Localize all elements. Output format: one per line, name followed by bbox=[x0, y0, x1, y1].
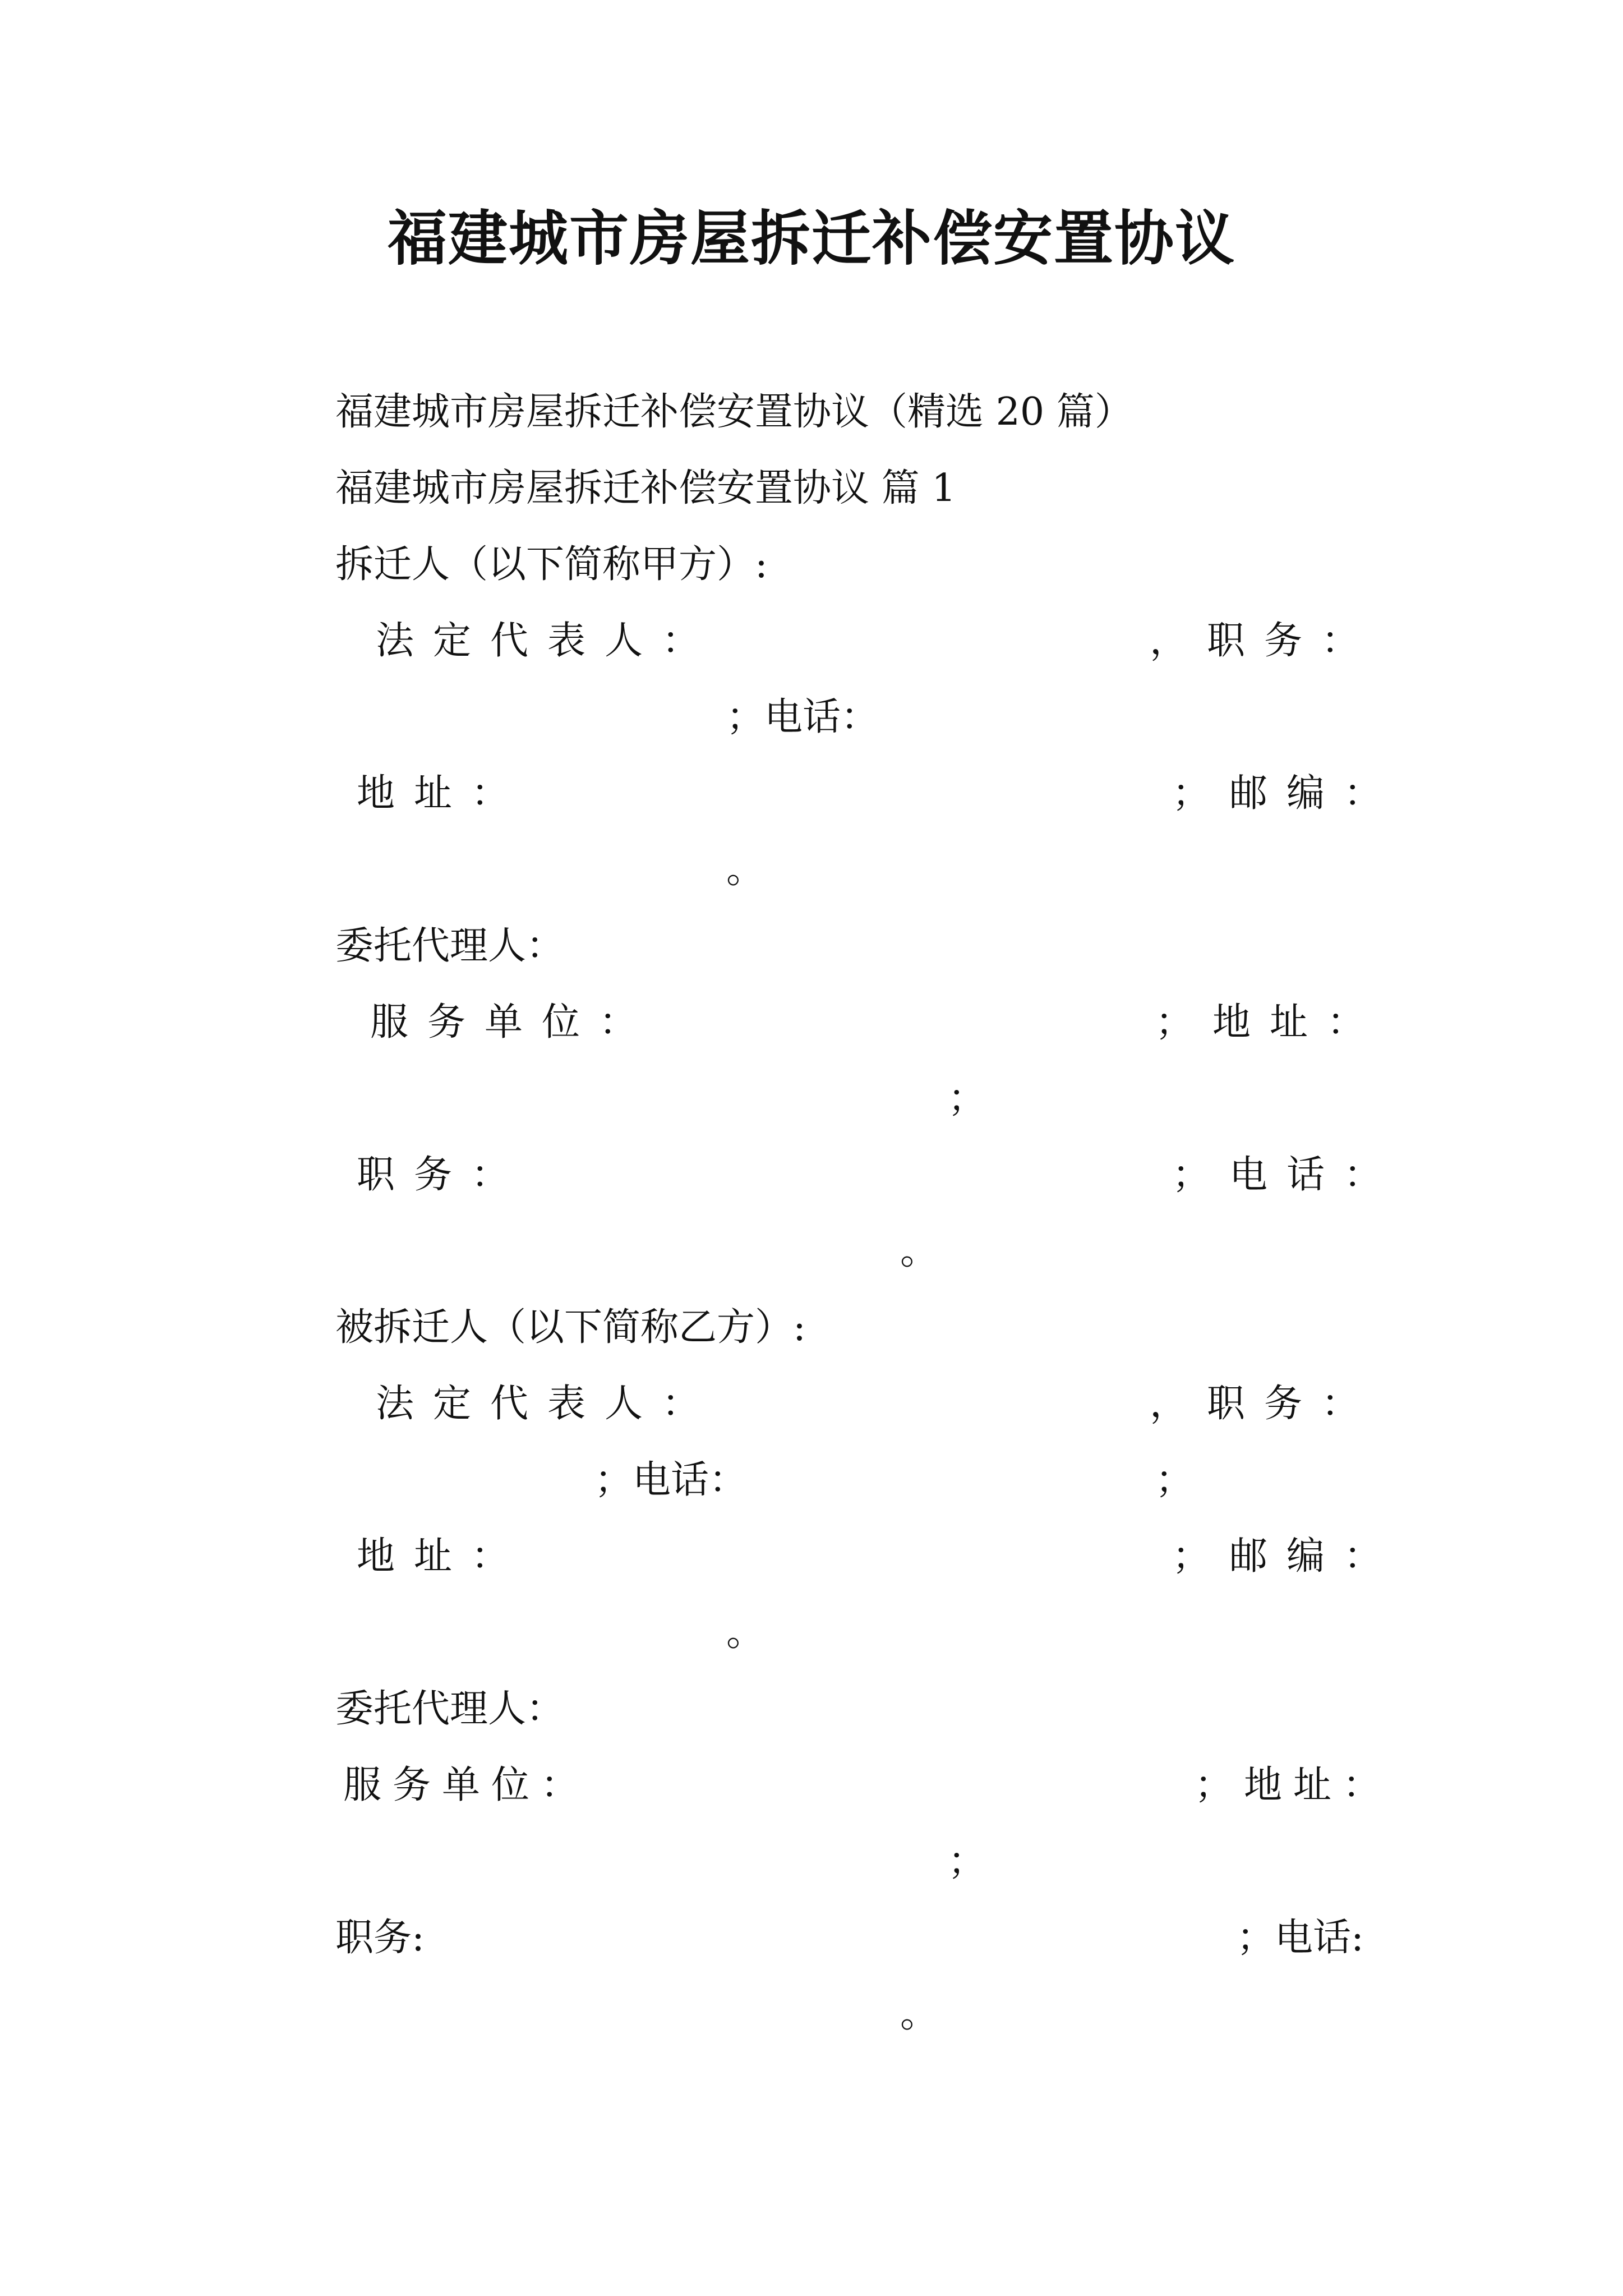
party-b-phone-label: ；电话： bbox=[594, 1458, 748, 1502]
party-a-phone-label: ；电话： bbox=[726, 695, 879, 739]
party-a-agent-position-label: 职务： bbox=[357, 1153, 529, 1197]
party-a-agent-phone-label: ；电话： bbox=[1172, 1153, 1401, 1197]
party-b-semicolon: ； bbox=[948, 1839, 986, 1884]
party-b-agent-address-label: ；地址： bbox=[1195, 1763, 1393, 1807]
party-a-agent-address-label: ；地址： bbox=[1155, 1000, 1385, 1045]
document-subtitle: 福建城市房屋拆迁补偿安置协议（精选 20 篇） bbox=[335, 390, 1133, 434]
party-b-agent-end-mark: 。 bbox=[900, 1992, 939, 2036]
party-a-heading: 拆迁人（以下简称甲方）: bbox=[335, 542, 768, 587]
party-a-agent-end-mark: 。 bbox=[900, 1229, 939, 1273]
party-b-end-mark: 。 bbox=[726, 1611, 765, 1655]
party-b-address-label: 地址： bbox=[357, 1534, 529, 1579]
party-b-agent-position-label: 职务: bbox=[335, 1916, 425, 1960]
party-a-work-unit-label: 服务单位： bbox=[370, 1000, 657, 1045]
party-b-phone-end: ； bbox=[1155, 1458, 1194, 1502]
party-b-agent-phone-label: ；电话: bbox=[1237, 1916, 1364, 1960]
party-a-postcode-label: ；邮编： bbox=[1172, 771, 1401, 816]
party-a-agent-heading: 委托代理人： bbox=[335, 924, 565, 968]
party-b-heading: 被拆迁人（以下简称乙方）: bbox=[335, 1305, 806, 1350]
party-b-work-unit-label: 服务单位： bbox=[343, 1763, 591, 1807]
party-a-address-label: 地址： bbox=[357, 771, 529, 816]
section-heading: 福建城市房屋拆迁补偿安置协议 篇 1 bbox=[335, 466, 956, 510]
document-title: 福建城市房屋拆迁补偿安置协议 bbox=[388, 203, 1235, 273]
party-a-end-mark: 。 bbox=[726, 848, 765, 892]
party-a-legal-rep-label: 法定代表人： bbox=[376, 619, 720, 663]
party-b-agent-heading: 委托代理人： bbox=[335, 1687, 565, 1731]
party-b-legal-rep-label: 法定代表人： bbox=[376, 1382, 720, 1426]
party-a-position-label: ，职务： bbox=[1150, 619, 1379, 663]
party-a-semicolon: ； bbox=[948, 1076, 986, 1121]
party-b-postcode-label: ；邮编： bbox=[1172, 1534, 1401, 1579]
party-b-position-label: ，职务： bbox=[1150, 1382, 1379, 1426]
